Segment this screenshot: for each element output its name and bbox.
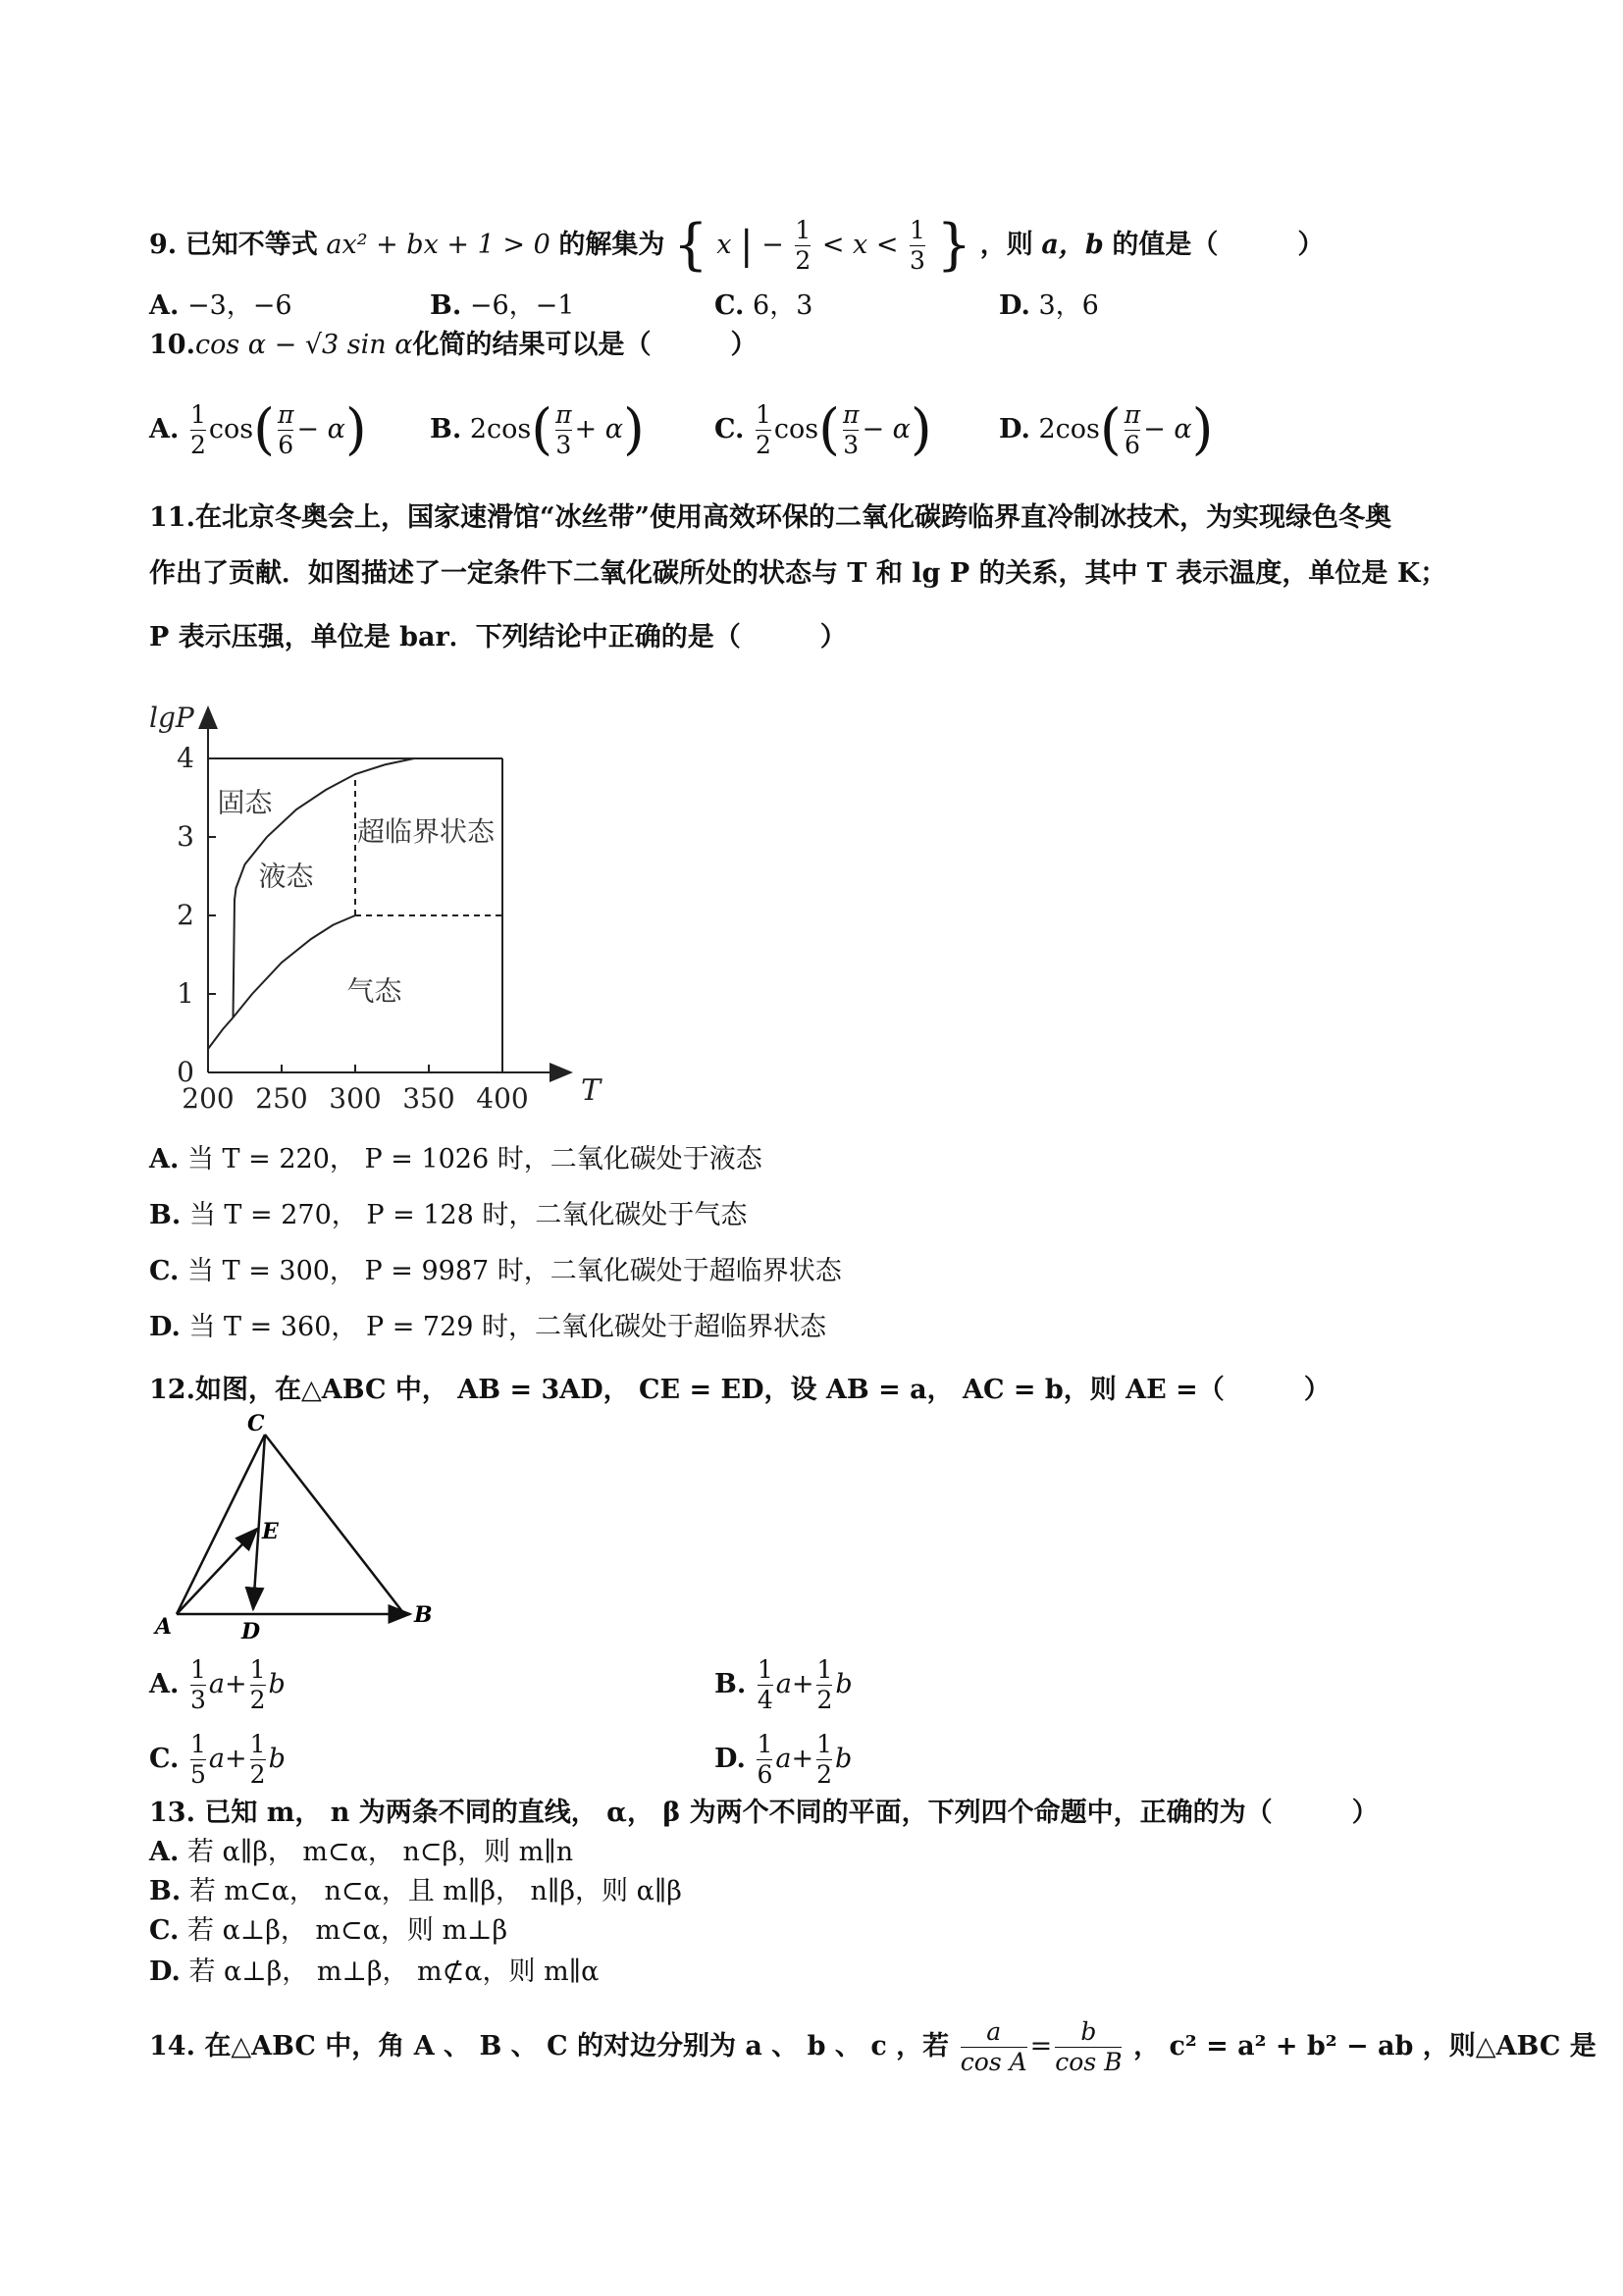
question-11-line-2: 作出了贡献．如图描述了一定条件下二氧化碳所处的状态与 T 和 lg P 的关系，其中 T 表示温度，单位是 K； — [149, 558, 1447, 589]
y-axis-label: lgP — [149, 702, 194, 734]
question-9-option-d: D. 3，6 — [999, 290, 1099, 321]
question-13-option-b: B. 若 m⊂α， n⊂α，且 m∥β， n∥β，则 α∥β — [149, 1876, 682, 1906]
question-10-option-d: D. 2cos( $\frac{\pi}{6}$ − α) — [999, 397, 1214, 462]
region-label: 固态 — [217, 786, 273, 819]
question-9-option-c: C. 6，3 — [714, 290, 813, 321]
question-12-option-b: B. $\frac{1}{4}$ a+ $\frac{1}{2}$ b — [714, 1655, 853, 1714]
question-10-option-b: B. 2cos( $\frac{\pi}{3}$ + α) — [430, 397, 645, 462]
fraction-one-half: $\frac{1}{2}$ — [795, 216, 812, 275]
side-cb — [265, 1435, 404, 1614]
question-9-option-a: A. −3，−6 — [149, 290, 292, 321]
y-tick-label: 2 — [177, 899, 194, 931]
question-10-option-a: A. $\frac{1}{2}$ cos( $\frac{\pi}{6}$ − α) — [149, 397, 367, 462]
vertex-label-b: B — [414, 1602, 433, 1628]
question-9-option-b: B. −6，−1 — [430, 290, 575, 321]
region-label: 超临界状态 — [356, 815, 496, 848]
phase-boundary-line — [208, 915, 355, 1049]
y-tick-label: 4 — [177, 742, 194, 774]
question-13-option-c: C. 若 α⊥β， m⊂α，则 m⊥β — [149, 1915, 508, 1946]
x-tick-label: 350 — [402, 1082, 455, 1115]
question-11-line-3: P 表示压强，单位是 bar．下列结论中正确的是（ ） — [149, 622, 847, 652]
point-label-d: D — [241, 1619, 261, 1644]
question-10-number: 10. — [149, 330, 195, 360]
point-label-e: E — [262, 1519, 279, 1544]
trig-expr: cos α − √3 sin α — [194, 330, 413, 360]
question-13-option-d: D. 若 α⊥β， m⊥β， m⊄α，则 m∥α — [149, 1957, 600, 1987]
question-10-option-c: C. $\frac{1}{2}$ cos( $\frac{\pi}{3}$ − α) — [714, 397, 932, 462]
vertex-label-c: C — [247, 1413, 265, 1436]
fraction-one-third: $\frac{1}{3}$ — [910, 216, 925, 275]
y-tick-label: 1 — [177, 977, 194, 1010]
x-tick-label: 300 — [329, 1082, 382, 1115]
segment-ae — [177, 1529, 257, 1614]
question-12-option-d: D. $\frac{1}{6}$ a+ $\frac{1}{2}$ b — [714, 1730, 853, 1789]
question-11-option-a: A. 当 T = 220， P = 1026 时，二氧化碳处于液态 — [149, 1144, 762, 1174]
x-tick-label: 400 — [476, 1082, 529, 1115]
question-12-option-c: C. $\frac{1}{5}$ a+ $\frac{1}{2}$ b — [149, 1730, 286, 1789]
triangle-figure — [147, 1413, 442, 1648]
question-13-stem: 13. 已知 m， n 为两条不同的直线， α， β 为两个不同的平面，下列四个命题中，正确的为（ ） — [149, 1798, 1379, 1828]
question-12-stem: 12.如图，在△ABC 中， AB = 3AD， CE = ED，设 AB = a， AC = b，则 AE =（ ） — [149, 1375, 1331, 1405]
question-9-number: 9. — [149, 230, 178, 260]
side-ac — [177, 1435, 265, 1614]
phase-diagram-chart — [137, 692, 667, 1123]
y-tick-label: 3 — [177, 820, 194, 853]
question-12-option-a: A. $\frac{1}{3}$ a+ $\frac{1}{2}$ b — [149, 1655, 286, 1714]
inequality-expr: ax² + bx + 1 > 0 — [326, 230, 550, 260]
question-14-stem: 14. 在△ABC 中，角 A 、 B 、 C 的对边分别为 a 、 b 、 c ，若 $\frac{a}{\text{cos A}}$ = $\frac{b}{\text{cos B}}$ ， c² = a² + b² − ab ，则△ABC 是 — [149, 2017, 1597, 2076]
region-label: 液态 — [258, 860, 314, 893]
y-tick-label: 0 — [177, 1056, 194, 1088]
question-11-line-1: 11.在北京冬奥会上，国家速滑馆“冰丝带”使用高效环保的二氧化碳跨临界直冷制冰技术，为实现绿色冬奥 — [149, 502, 1392, 533]
question-13-option-a: A. 若 α∥β， m⊂α， n⊂β，则 m∥n — [149, 1837, 574, 1867]
x-tick-label: 250 — [255, 1082, 308, 1115]
question-12-number: 12. — [149, 1375, 195, 1405]
region-label: 气态 — [346, 974, 402, 1008]
question-11-option-b: B. 当 T = 270， P = 128 时，二氧化碳处于气态 — [149, 1200, 748, 1230]
question-11-option-d: D. 当 T = 360， P = 729 时，二氧化碳处于超临界状态 — [149, 1312, 827, 1342]
question-9-stem: 9. 已知不等式 ax² + bx + 1 > 0 的解集为 { x | − $\frac{1}{2}$ < x < $\frac{1}{3}$ } ，则 a，b 的值是（ ） — [149, 213, 1325, 278]
vertex-label-a: A — [155, 1614, 173, 1640]
x-axis-label: T — [581, 1073, 602, 1108]
question-10-stem: 10.cos α − √3 sin α化简的结果可以是（ ） — [149, 330, 758, 360]
x-tick-label: 200 — [182, 1082, 235, 1115]
question-11-option-c: C. 当 T = 300， P = 9987 时，二氧化碳处于超临界状态 — [149, 1256, 842, 1286]
